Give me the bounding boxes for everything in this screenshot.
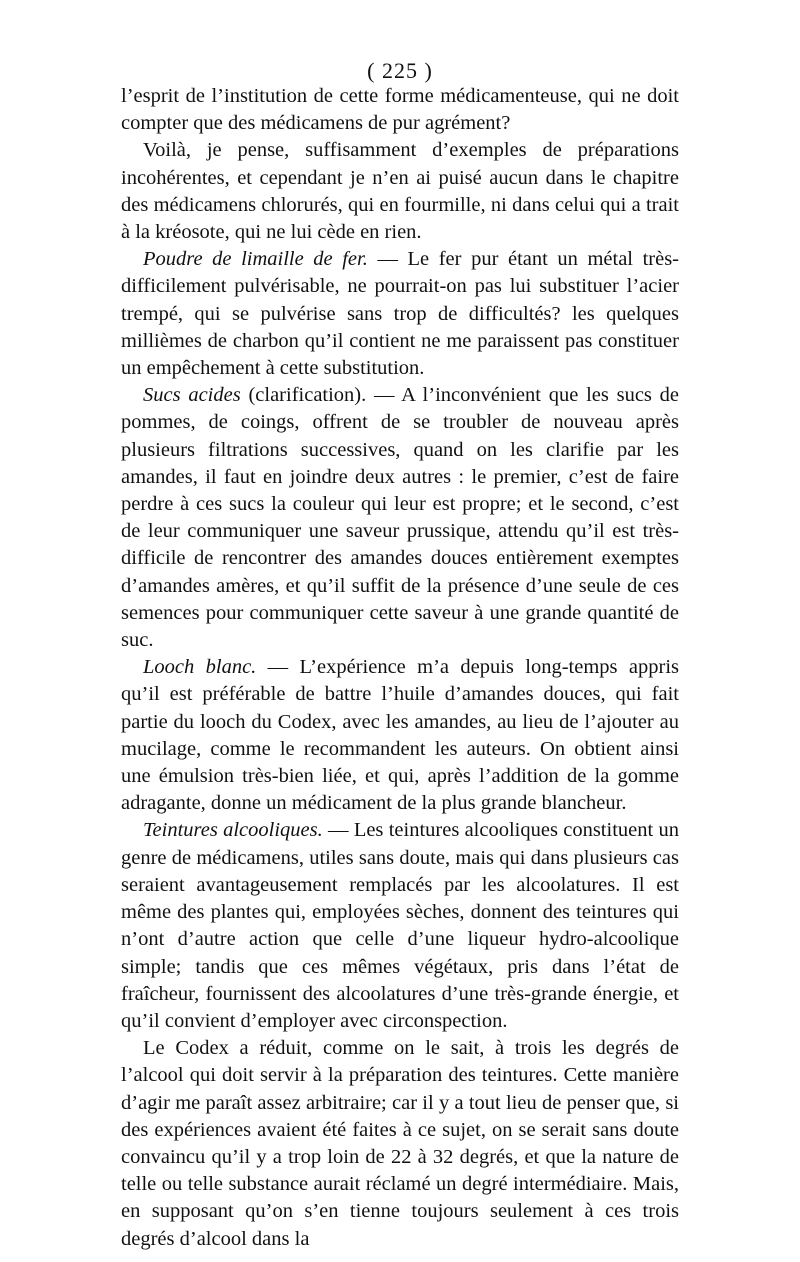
- paragraph-text: — Le fer pur étant un métal très-difficilement pulvérisable, ne pourrait-on pas lui substituer l’acier trempé, qui se pulvérise sans trop de difficultés? les quelques millièmes de charbon qu’il contient ne me paraissent pas constituer un empêchement à cette substitution.: [121, 248, 680, 380]
- paragraph-text: (clarification). — A l’inconvénient que les sucs de pommes, de coings, offrent de se troubler de nouveau après plusieurs filtrations successives, quand on les clarifie par les amandes, il faut en joindre deux autres : le premier, c’est de faire perdre à ces sucs la couleur qui leur est propre; et le second, c’est de leur communiquer une saveur prussique, attendu qu’il est très-difficile de rencontrer des amandes douces entièrement exemptes d’amandes amères, et qu’il suffit de la présence d’une seule de ces semences pour communiquer cette saveur à une grande quantité de suc.: [121, 384, 679, 652]
- section-heading: Sucs acides: [143, 384, 241, 407]
- paragraph-continuation: [121, 83, 679, 137]
- section-heading: Teintures alcooliques.: [143, 819, 323, 842]
- text-body: [121, 83, 679, 1253]
- paragraph-teintures-alcooliques: [121, 817, 679, 1035]
- paragraph-text: — Les teintures alcooliques constituent un genre de médicamens, utiles sans doute, mais qui dans plusieurs cas seraient avantageusement remplacés par les alcoolatures. Il est même des plantes qui, employées sèches, donnent des teintures qui n’ont d’autre action que celle d’une liqueur hydro-alcoolique simple; tandis que ces mêmes végétaux, pris dans l’état de fraîcheur, fournissent des alcoolatures d’une très-grande énergie, et qu’il convient d’employer avec circonspection.: [121, 819, 679, 1032]
- paragraph-text: Voilà, je pense, suffisamment d’exemples de préparations incohérentes, et cependant je n’en ai puisé aucun dans le chapitre des médicamens chlorurés, qui en fourmille, ni dans celui qui a trait à la kréosote, qui ne lui cède en rien.: [121, 139, 679, 244]
- paragraph-poudre-limaille: [121, 246, 679, 382]
- paragraph-sucs-acides: [121, 382, 679, 654]
- paragraph-exemples: [121, 137, 679, 246]
- section-heading: Looch blanc.: [143, 656, 257, 679]
- paragraph-codex: [121, 1035, 679, 1253]
- paragraph-text: Le Codex a réduit, comme on le sait, à trois les degrés de l’alcool qui doit servir à la préparation des teintures. Cette manière d’agir me paraît assez arbitraire; car il y a tout lieu de penser que, si des expériences avaient été faites à ce sujet, on se serait sans doute convaincu qu’il y a trop loin de 22 à 32 degrés, et que la nature de telle ou telle substance aurait réclamé un degré intermédiaire. Mais, en supposant qu’on s’en tienne toujours seulement à ces trois degrés d’alcool dans la: [121, 1037, 679, 1250]
- paragraph-text: l’esprit de l’institution de cette forme médicamenteuse, qui ne doit compter que des médicamens de pur agrément?: [121, 85, 679, 135]
- paragraph-looch-blanc: [121, 654, 679, 817]
- section-heading: Poudre de limaille de fer.: [143, 248, 368, 271]
- page-number: ( 225 ): [367, 58, 433, 83]
- paragraph-text: — L’expérience m’a depuis long-temps appris qu’il est préférable de battre l’huile d’amandes douces, qui fait partie du looch du Codex, avec les amandes, au lieu de l’ajouter au mucilage, comme le recommandent les auteurs. On obtient ainsi une émulsion très-bien liée, et qui, après l’addition de la gomme adragante, donne un médicament de la plus grande blancheur.: [121, 656, 679, 815]
